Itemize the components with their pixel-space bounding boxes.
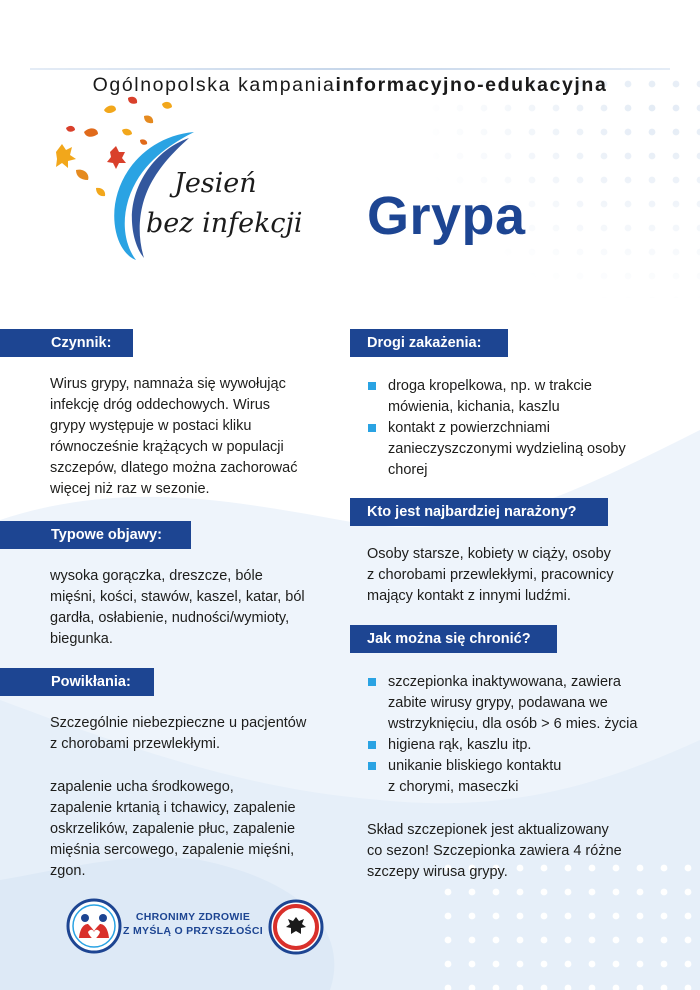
text-line: z chorymi, maseczki <box>388 779 519 795</box>
text-line: zabite wirusy grypy, podawana we <box>388 695 608 711</box>
campaign-bold: informacyjno-edukacyjna <box>335 74 608 96</box>
text-line: unikanie bliskiego kontaktu <box>388 758 562 774</box>
list-item <box>368 672 688 735</box>
page-title: Grypa <box>367 186 526 246</box>
label-powiklania: Powikłania: <box>0 668 154 696</box>
text-line: z chorobami przewlekłymi, pracownicy <box>367 567 614 583</box>
text-line: co sezon! Szczepionka zawiera 4 różne <box>367 843 622 859</box>
people-heart-logo-icon <box>66 898 122 954</box>
text-line: zapalenie ucha środkowego, <box>50 779 234 795</box>
sanitary-inspection-emblem-icon <box>268 899 324 955</box>
list-item <box>368 418 688 481</box>
list-item <box>368 735 688 756</box>
header-divider <box>30 68 670 70</box>
text-line: Szczególnie niebezpieczne u pacjentów <box>50 715 307 731</box>
logo-line1: Jesień <box>174 168 257 199</box>
text-line: więcej niż raz w sezonie. <box>50 481 210 497</box>
label-czynnik: Czynnik: <box>0 329 133 357</box>
text-line: szczepy wirusa grypy. <box>367 864 508 880</box>
narazony-text <box>367 544 687 607</box>
text-line: grypy występuje w postaci kliku <box>50 418 252 434</box>
slogan-line: Z MYŚLĄ O PRZYSZŁOŚCI <box>123 925 263 937</box>
label-najbardziej-narazony: Kto jest najbardziej narażony? <box>350 498 608 526</box>
text-line: kontakt z powierzchniami <box>388 420 550 436</box>
drogi-list <box>368 376 688 481</box>
objawy-text <box>50 566 340 650</box>
text-line: mający kontakt z innymi ludźmi. <box>367 588 571 604</box>
text-line: mięśni, kości, stawów, kaszel, katar, ból <box>50 589 305 605</box>
text-line: mówienia, kichania, kaszlu <box>388 399 560 415</box>
text-line: wstrzyknięciu, dla osób > 6 mies. życia <box>388 716 638 732</box>
label-jak-sie-chronic: Jak można się chronić? <box>350 625 557 653</box>
list-item <box>368 756 688 798</box>
text-line: szczepów, dlatego można zachorować <box>50 460 298 476</box>
text-line: oskrzelików, zapalenie płuc, zapalenie <box>50 821 296 837</box>
label-typowe-objawy: Typowe objawy: <box>0 521 191 549</box>
text-line: higiena rąk, kaszlu itp. <box>388 737 532 753</box>
text-line: chorej <box>388 462 428 478</box>
text-line: zanieczyszczonymi wydzieliną osoby <box>388 441 626 457</box>
text-line: zapalenie krtanią i tchawicy, zapalenie <box>50 800 296 816</box>
text-line: Wirus grypy, namnaża się wywołując <box>50 376 286 392</box>
chronic-list <box>368 672 688 798</box>
text-line: Osoby starsze, kobiety w ciąży, osoby <box>367 546 611 562</box>
list-item <box>368 376 688 418</box>
text-line: Skład szczepionek jest aktualizowany <box>367 822 609 838</box>
campaign-logo <box>44 92 324 267</box>
campaign-prefix: Ogólnopolska kampania <box>92 74 336 96</box>
campaign-header <box>0 0 700 96</box>
text-line: szczepionka inaktywowana, zawiera <box>388 674 621 690</box>
text-line: z chorobami przewlekłymi. <box>50 736 221 752</box>
czynnik-text <box>50 374 340 500</box>
text-line: infekcję dróg oddechowych. Wirus <box>50 397 271 413</box>
logo-line2: bez infekcji <box>146 208 303 239</box>
text-line: biegunka. <box>50 631 113 647</box>
text-line: mięśnia sercowego, zapalenie mięśni, <box>50 842 295 858</box>
label-drogi-zakazenia: Drogi zakażenia: <box>350 329 508 357</box>
powiklania-intro <box>50 713 345 755</box>
text-line: równocześnie krążących w populacji <box>50 439 284 455</box>
slogan-line: CHRONIMY ZDROWIE <box>135 911 251 923</box>
text-line: droga kropelkowa, np. w trakcie <box>388 378 592 394</box>
powiklania-list <box>50 777 345 882</box>
text-line: wysoka gorączka, dreszcze, bóle <box>50 568 263 584</box>
text-line: zgon. <box>50 863 86 879</box>
footer-slogan <box>123 910 263 938</box>
text-line: gardła, osłabienie, nudności/wymioty, <box>50 610 290 626</box>
szczepionki-note <box>367 820 687 883</box>
